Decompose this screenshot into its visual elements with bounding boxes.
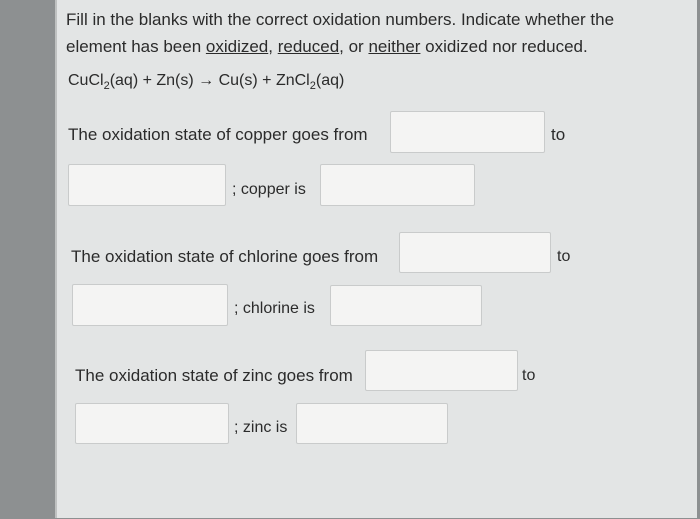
zinc-prompt: The oxidation state of zinc goes from bbox=[75, 366, 353, 385]
copper-from-input[interactable] bbox=[390, 111, 545, 153]
chlorine-status-input[interactable] bbox=[330, 285, 482, 326]
chlorine-to-label: to bbox=[557, 248, 571, 265]
chlorine-to-input[interactable] bbox=[72, 284, 228, 326]
reduced-term: reduced bbox=[277, 37, 340, 56]
copper-to-input[interactable] bbox=[68, 164, 226, 206]
reaction-arrow-icon: → bbox=[198, 72, 215, 89]
zinc-to-input[interactable] bbox=[75, 403, 229, 444]
zinc-from-input[interactable] bbox=[365, 350, 518, 391]
zinc-status-label: ; zinc is bbox=[234, 419, 288, 436]
chlorine-prompt: The oxidation state of chlorine goes from bbox=[71, 247, 379, 266]
copper-prompt: The oxidation state of copper goes from bbox=[68, 125, 368, 144]
copper-to-label: to bbox=[551, 125, 566, 144]
neither-term: neither bbox=[368, 37, 421, 56]
chlorine-from-input[interactable] bbox=[399, 232, 551, 273]
chlorine-status-label: ; chlorine is bbox=[234, 300, 315, 317]
copper-status-input[interactable] bbox=[320, 164, 475, 206]
zinc-to-label: to bbox=[522, 367, 536, 384]
copper-status-label: ; copper is bbox=[232, 181, 306, 198]
chemical-equation: CuCl$_2$(aq) + Zn(s) → Cu(s) + ZnCl$_2$(aq) bbox=[68, 72, 345, 93]
zinc-status-input[interactable] bbox=[296, 403, 448, 444]
oxidized-term: oxidized bbox=[205, 37, 269, 56]
instructions: Fill in the blanks with the correct oxidation numbers. Indicate whether the element has been oxidized, reduced, or neither oxidized nor reduced. bbox=[66, 10, 615, 56]
